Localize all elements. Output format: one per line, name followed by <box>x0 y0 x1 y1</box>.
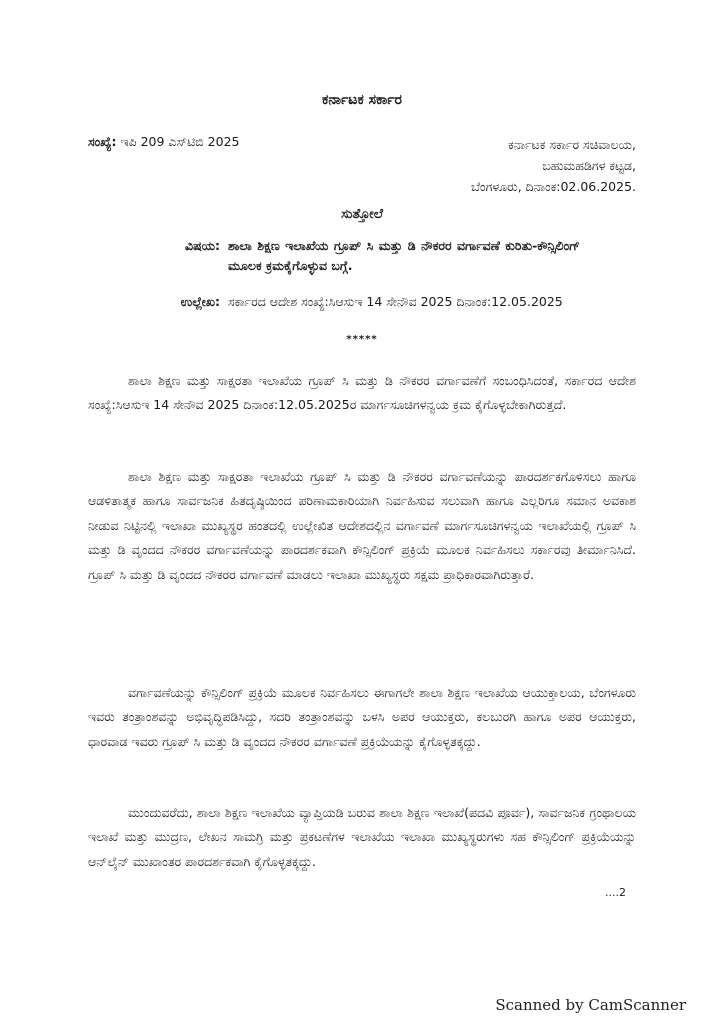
subject-row <box>150 236 580 276</box>
page-continuation: ....2 <box>605 886 626 899</box>
office-date-line: ಬೆಂಗಳೂರು, ದಿನಾಂಕ:02.06.2025. <box>471 179 636 194</box>
reference-text: ಸರ್ಕಾರದ ಆದೇಶ ಸಂಖ್ಯೆ:ಸಿಆಸುಇ 14 ಸೇನೌವ 2025 ದಿನಾಂಕ:12.05.2025 <box>228 294 563 309</box>
circular-title: ಸುತ್ತೋಲೆ <box>340 206 384 222</box>
reference-number: ಇಪಿ 209 ಎಸ್‌ಟಿಬಿ 2025 <box>120 134 240 149</box>
government-heading: ಕರ್ನಾಟಕ ಸರ್ಕಾರ <box>322 92 402 108</box>
subject-text: ಶಾಲಾ ಶಿಕ್ಷಣ ಇಲಾಖೆಯ ಗ್ರೂಪ್ ಸಿ ಮತ್ತು ಡಿ ನೌಕರರ ವರ್ಗಾವಣೆ ಕುರಿತು-ಕೌನ್ಸಿಲಿಂಗ್ ಮೂಲಕ ಕ್ರಮಕೈಗೊಳ್ಳುವ ಬಗ್ಗೆ. <box>228 238 580 273</box>
paragraph-3: ವರ್ಗಾವಣೆಯನ್ನು ಕೌನ್ಸಿಲಿಂಗ್ ಪ್ರಕ್ರಿಯೆ ಮೂಲಕ ನಿರ್ವಹಿಸಲು ಈಗಾಗಲೇ ಶಾಲಾ ಶಿಕ್ಷಣ ಇಲಾಖೆಯ ಆಯುಕ್ತಾಲಯ, ಬೆಂಗಳೂರು ಇವರು ತಂತ್ರಾಂಶವನ್ನು ಅಭಿವೃದ್ಧಿಪಡಿಸಿದ್ದು, ಸದರಿ ತಂತ್ರಾಂಶವನ್ನು ಬಳಸಿ ಅಪರ ಆಯುಕ್ತರು, ಕಲಬುರಗಿ ಹಾಗೂ ಅಪರ ಆಯುಕ್ತರು, ಧಾರವಾಡ ಇವರು ಗ್ರೂಪ್ ಸಿ ಮತ್ತು ಡಿ ವೃಂದದ ನೌಕರರ ವರ್ಗಾವಣೆ ಪ್ರಕ್ರಿಯೆಯನ್ನು ಕೈಗೊಳ್ಳತಕ್ಕದ್ದು. <box>88 684 636 749</box>
reference-row <box>150 292 580 312</box>
scanner-watermark: Scanned by CamScanner <box>495 996 686 1014</box>
subject-label: ವಿಷಯ: <box>185 238 220 253</box>
paragraph-2: ಶಾಲಾ ಶಿಕ್ಷಣ ಮತ್ತು ಸಾಕ್ಷರತಾ ಇಲಾಖೆಯ ಗ್ರೂಪ್ ಸಿ ಮತ್ತು ಡಿ ನೌಕರರ ವರ್ಗಾವಣೆಯನ್ನು ಪಾರದರ್ಶಕಗೊಳಿಸಲು ಹಾಗೂ ಆಡಳಿತಾತ್ಮಕ ಹಾಗೂ ಸಾರ್ವಜನಿಕ ಹಿತದೃಷ್ಠಿಯಿಂದ ಪರಿಣಾಮಕಾರಿಯಾಗಿ ನಿರ್ವಹಿಸುವ ಸಲುವಾಗಿ ಹಾಗೂ ಎಲ್ಲರಿಗೂ ಸಮಾನ ಅವಕಾಶ ನೀಡುವ ನಿಟ್ಟಿನಲ್ಲಿ ಇಲಾಖಾ ಮುಖ್ಯಸ್ಥರ ಹಂತದಲ್ಲಿ ಉಲ್ಲೇಖಿತ ಆದೇಶದಲ್ಲಿನ ವರ್ಗಾವಣೆ ಮಾರ್ಗಸೂಚಿಗಳನ್ವಯ ಇಲಾಖೆಯಲ್ಲಿ ಗ್ರೂಪ್ ಸಿ ಮತ್ತು ಡಿ ವೃಂದದ ನೌಕರರ ವರ್ಗಾವಣೆಯನ್ನು ಪಾರದರ್ಶಕವಾಗಿ ಕೌನ್ಸಿಲಿಂಗ್ ಪ್ರಕ್ರಿಯೆ ಮೂಲಕ ನಿರ್ವಹಿಸಲು ಸರ್ಕಾರವು ತೀರ್ಮಾನಿಸಿದೆ. ಗ್ರೂಪ್ ಸಿ ಮತ್ತು ಡಿ ವೃಂದದ ನೌಕರರ ವರ್ಗಾವಣೆ ಮಾಡಲು ಇಲಾಖಾ ಮುಖ್ಯಸ್ಥರು ಸಕ್ಷಮ ಪ್ರಾಧಿಕಾರವಾಗಿರುತ್ತಾರೆ. <box>88 468 636 582</box>
paragraph-1: ಶಾಲಾ ಶಿಕ್ಷಣ ಮತ್ತು ಸಾಕ್ಷರತಾ ಇಲಾಖೆಯ ಗ್ರೂಪ್ ಸಿ ಮತ್ತು ಡಿ ನೌಕರರ ವರ್ಗಾವಣೆಗೆ ಸಂಬಂಧಿಸಿದಂತೆ, ಸರ್ಕಾರದ ಆದೇಶ ಸಂಖ್ಯೆ:ಸಿಆಸುಇ 14 ಸೇನೌವ 2025 ದಿನಾಂಕ:12.05.2025ರ ಮಾರ್ಗಸೂಚಿಗಳನ್ವಯ ಕ್ರಮ ಕೈಗೊಳ್ಳಬೇಕಾಗಿರುತ್ತದೆ. <box>88 372 636 412</box>
reference-number-line <box>88 134 240 150</box>
office-line: ಬಹುಮಹಡಿಗಳ ಕಟ್ಟಡ, <box>542 158 636 173</box>
reference-label: ಉಲ್ಲೇಖ: <box>180 294 220 309</box>
separator-stars: ***** <box>346 334 378 345</box>
office-line: ಕರ್ನಾಟಕ ಸರ್ಕಾರ ಸಚಿವಾಲಯ, <box>508 137 636 152</box>
paragraph-4: ಮುಂದುವರೆದು, ಶಾಲಾ ಶಿಕ್ಷಣ ಇಲಾಖೆಯ ವ್ಯಾಪ್ತಿಯಡಿ ಬರುವ ಶಾಲಾ ಶಿಕ್ಷಣ ಇಲಾಖೆ(ಪದವಿ ಪೂರ್ವ), ಸಾರ್ವಜನಿಕ ಗ್ರಂಥಾಲಯ ಇಲಾಖೆ ಮತ್ತು ಮುದ್ರಣ, ಲೇಖನ ಸಾಮಗ್ರಿ ಮತ್ತು ಪ್ರಕಟಣೆಗಳ ಇಲಾಖೆಯ ಇಲಾಖಾ ಮುಖ್ಯಸ್ಥರುಗಳು ಸಹ ಕೌನ್ಸಿಲಿಂಗ್ ಪ್ರಕ್ರಿಯೆಯನ್ನು ಆನ್‌ಲೈನ್ ಮುಖಾಂತರ ಪಾರದರ್ಶಕವಾಗಿ ಕೈಗೊಳ್ಳತಕ್ಕದ್ದು. <box>88 804 636 869</box>
office-address <box>471 134 636 197</box>
reference-number-label: ಸಂಖ್ಯೆ: <box>88 134 117 149</box>
